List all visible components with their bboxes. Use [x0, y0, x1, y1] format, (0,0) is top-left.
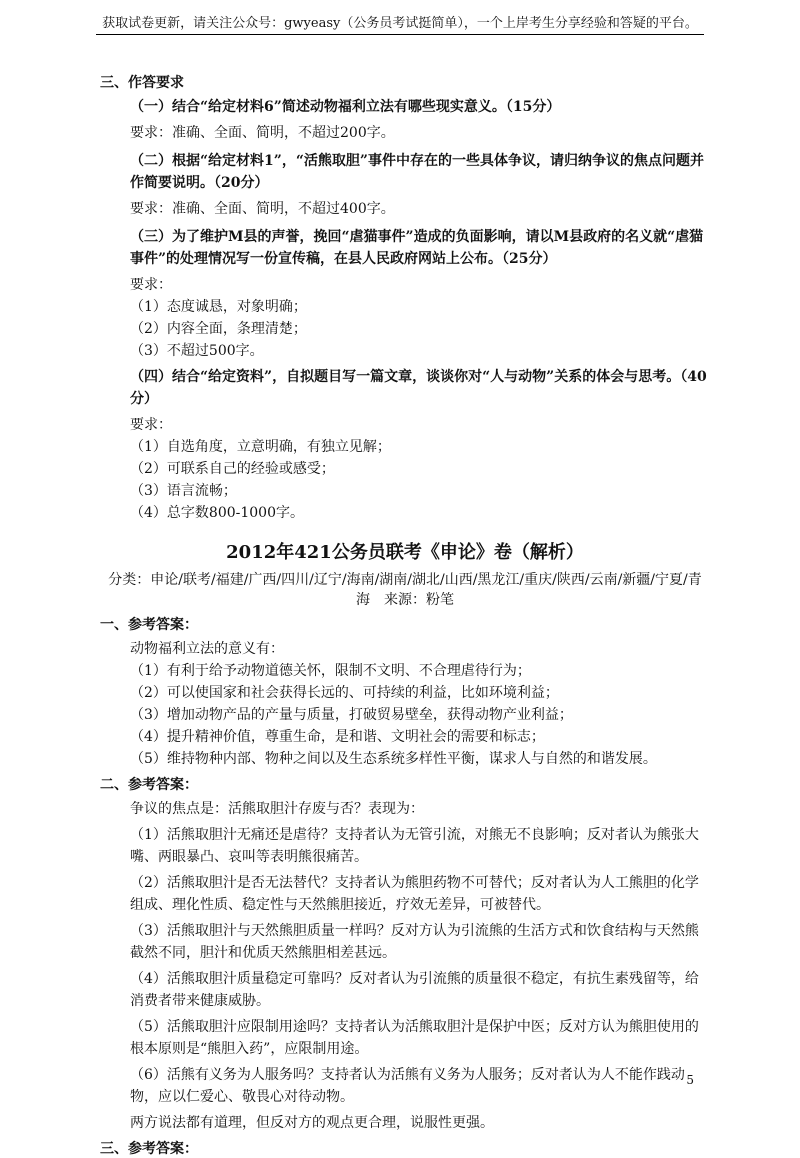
- page-content: [100, 72, 710, 1158]
- question-2-requirement: 要求：准确、全面、简明，不超过400字。: [130, 201, 395, 217]
- answer-2-item: （6）活熊有义务为人服务吗？支持者认为活熊有义务为人服务；反对者认为人不能作践动物，应以仁爱心、敬畏心对待动物。: [130, 1067, 685, 1105]
- question-3-title: （三）为了维护M县的声誉，挽回“虐猫事件”造成的负面影响，请以M县政府的名义就“虐猫事件”的处理情况写一份宣传稿，在县人民政府网站上公布。（25分）: [130, 229, 704, 267]
- question-1-title: （一）结合“给定材料6”简述动物福利立法有哪些现实意义。（15分）: [130, 99, 561, 115]
- answer-2-item: （2）活熊取胆汁是否无法替代？支持者认为熊胆药物不可替代；反对者认为人工熊胆的化学组成、理化性质、稳定性与天然熊胆接近，疗效无差异，可被替代。: [130, 875, 699, 913]
- answer-2-intro: 争议的焦点是：活熊取胆汁存废与否？表现为：: [130, 801, 424, 817]
- question-4-requirement-item: （2）可联系自己的经验或感受；: [130, 461, 335, 477]
- answer-1-intro: 动物福利立法的意义有：: [130, 641, 284, 657]
- question-3-requirement-item: （2）内容全面，条理清楚；: [130, 321, 307, 337]
- answer-1-item: （4）提升精神价值，尊重生命，是和谐、文明社会的需要和标志；: [130, 729, 545, 745]
- answer-2-item: （4）活熊取胆汁质量稳定可靠吗？反对者认为引流熊的质量很不稳定，有抗生素残留等，给消费者带来健康威胁。: [130, 971, 699, 1009]
- page-number: 5: [686, 1073, 694, 1087]
- analysis-title: 2012年421公务员联考《申论》卷（解析）: [226, 542, 584, 563]
- answer-1-item: （2）可以使国家和社会获得长远的、可持续的利益，比如环境利益；: [130, 685, 559, 701]
- answer-2-conclusion: 两方说法都有道理，但反对方的观点更合理，说服性更强。: [130, 1115, 494, 1131]
- answer-1-item: （3）增加动物产品的产量与质量，打破贸易壁垒，获得动物产业利益；: [130, 707, 573, 723]
- question-2-title: （二）根据“给定材料1”，“活熊取胆”事件中存在的一些具体争议，请归纳争议的焦点问题并作简要说明。（20分）: [130, 153, 704, 191]
- analysis-meta: 分类：申论/联考/福建/广西/四川/辽宁/海南/湖南/湖北/山西/黑龙江/重庆/陕西/云南/新疆/宁夏/青海 来源：粉笔: [108, 572, 702, 608]
- answer-1-heading: 一、参考答案：: [100, 617, 198, 633]
- answer-2-heading: 二、参考答案：: [100, 777, 198, 793]
- question-3-requirement-item: （3）不超过500字。: [130, 343, 264, 359]
- question-4-requirement-item: （1）自选角度，立意明确，有独立见解；: [130, 439, 391, 455]
- answer-3-heading: 三、参考答案：: [100, 1141, 198, 1157]
- answer-2-item: （3）活熊取胆汁与天然熊胆质量一样吗？反对方认为引流熊的生活方式和饮食结构与天然熊截然不同，胆汁和优质天然熊胆相差甚远。: [130, 923, 699, 961]
- answer-1-item: （1）有利于给予动物道德关怀，限制不文明、不合理虐待行为；: [130, 663, 531, 679]
- question-4-requirement-label: 要求：: [130, 417, 172, 433]
- question-4-requirement-item: （3）语言流畅；: [130, 483, 237, 499]
- answer-2-item: （5）活熊取胆汁应限制用途吗？支持者认为活熊取胆汁是保护中医；反对方认为熊胆使用的根本原则是“熊胆入药”，应限制用途。: [130, 1019, 699, 1057]
- page-header: 获取试卷更新，请关注公众号：gwyeasy（公务员考试挺简单），一个上岸考生分享经验和答疑的平台。: [96, 12, 704, 35]
- requirements-heading: 三、作答要求: [100, 75, 184, 91]
- answer-1-item: （5）维持物种内部、物种之间以及生态系统多样性平衡，谋求人与自然的和谐发展。: [130, 751, 657, 767]
- question-3-requirement-label: 要求：: [130, 277, 172, 293]
- question-4-title: （四）结合“给定资料”，自拟题目写一篇文章，谈谈你对“人与动物”关系的体会与思考。（40分）: [130, 369, 707, 407]
- question-1-requirement: 要求：准确、全面、简明，不超过200字。: [130, 125, 395, 141]
- answer-2-item: （1）活熊取胆汁无痛还是虐待？支持者认为无管引流，对熊无不良影响；反对者认为熊张大嘴、两眼暴凸、哀叫等表明熊很痛苦。: [130, 827, 699, 865]
- question-4-requirement-item: （4）总字数800-1000字。: [130, 505, 304, 521]
- question-3-requirement-item: （1）态度诚恳，对象明确；: [130, 299, 307, 315]
